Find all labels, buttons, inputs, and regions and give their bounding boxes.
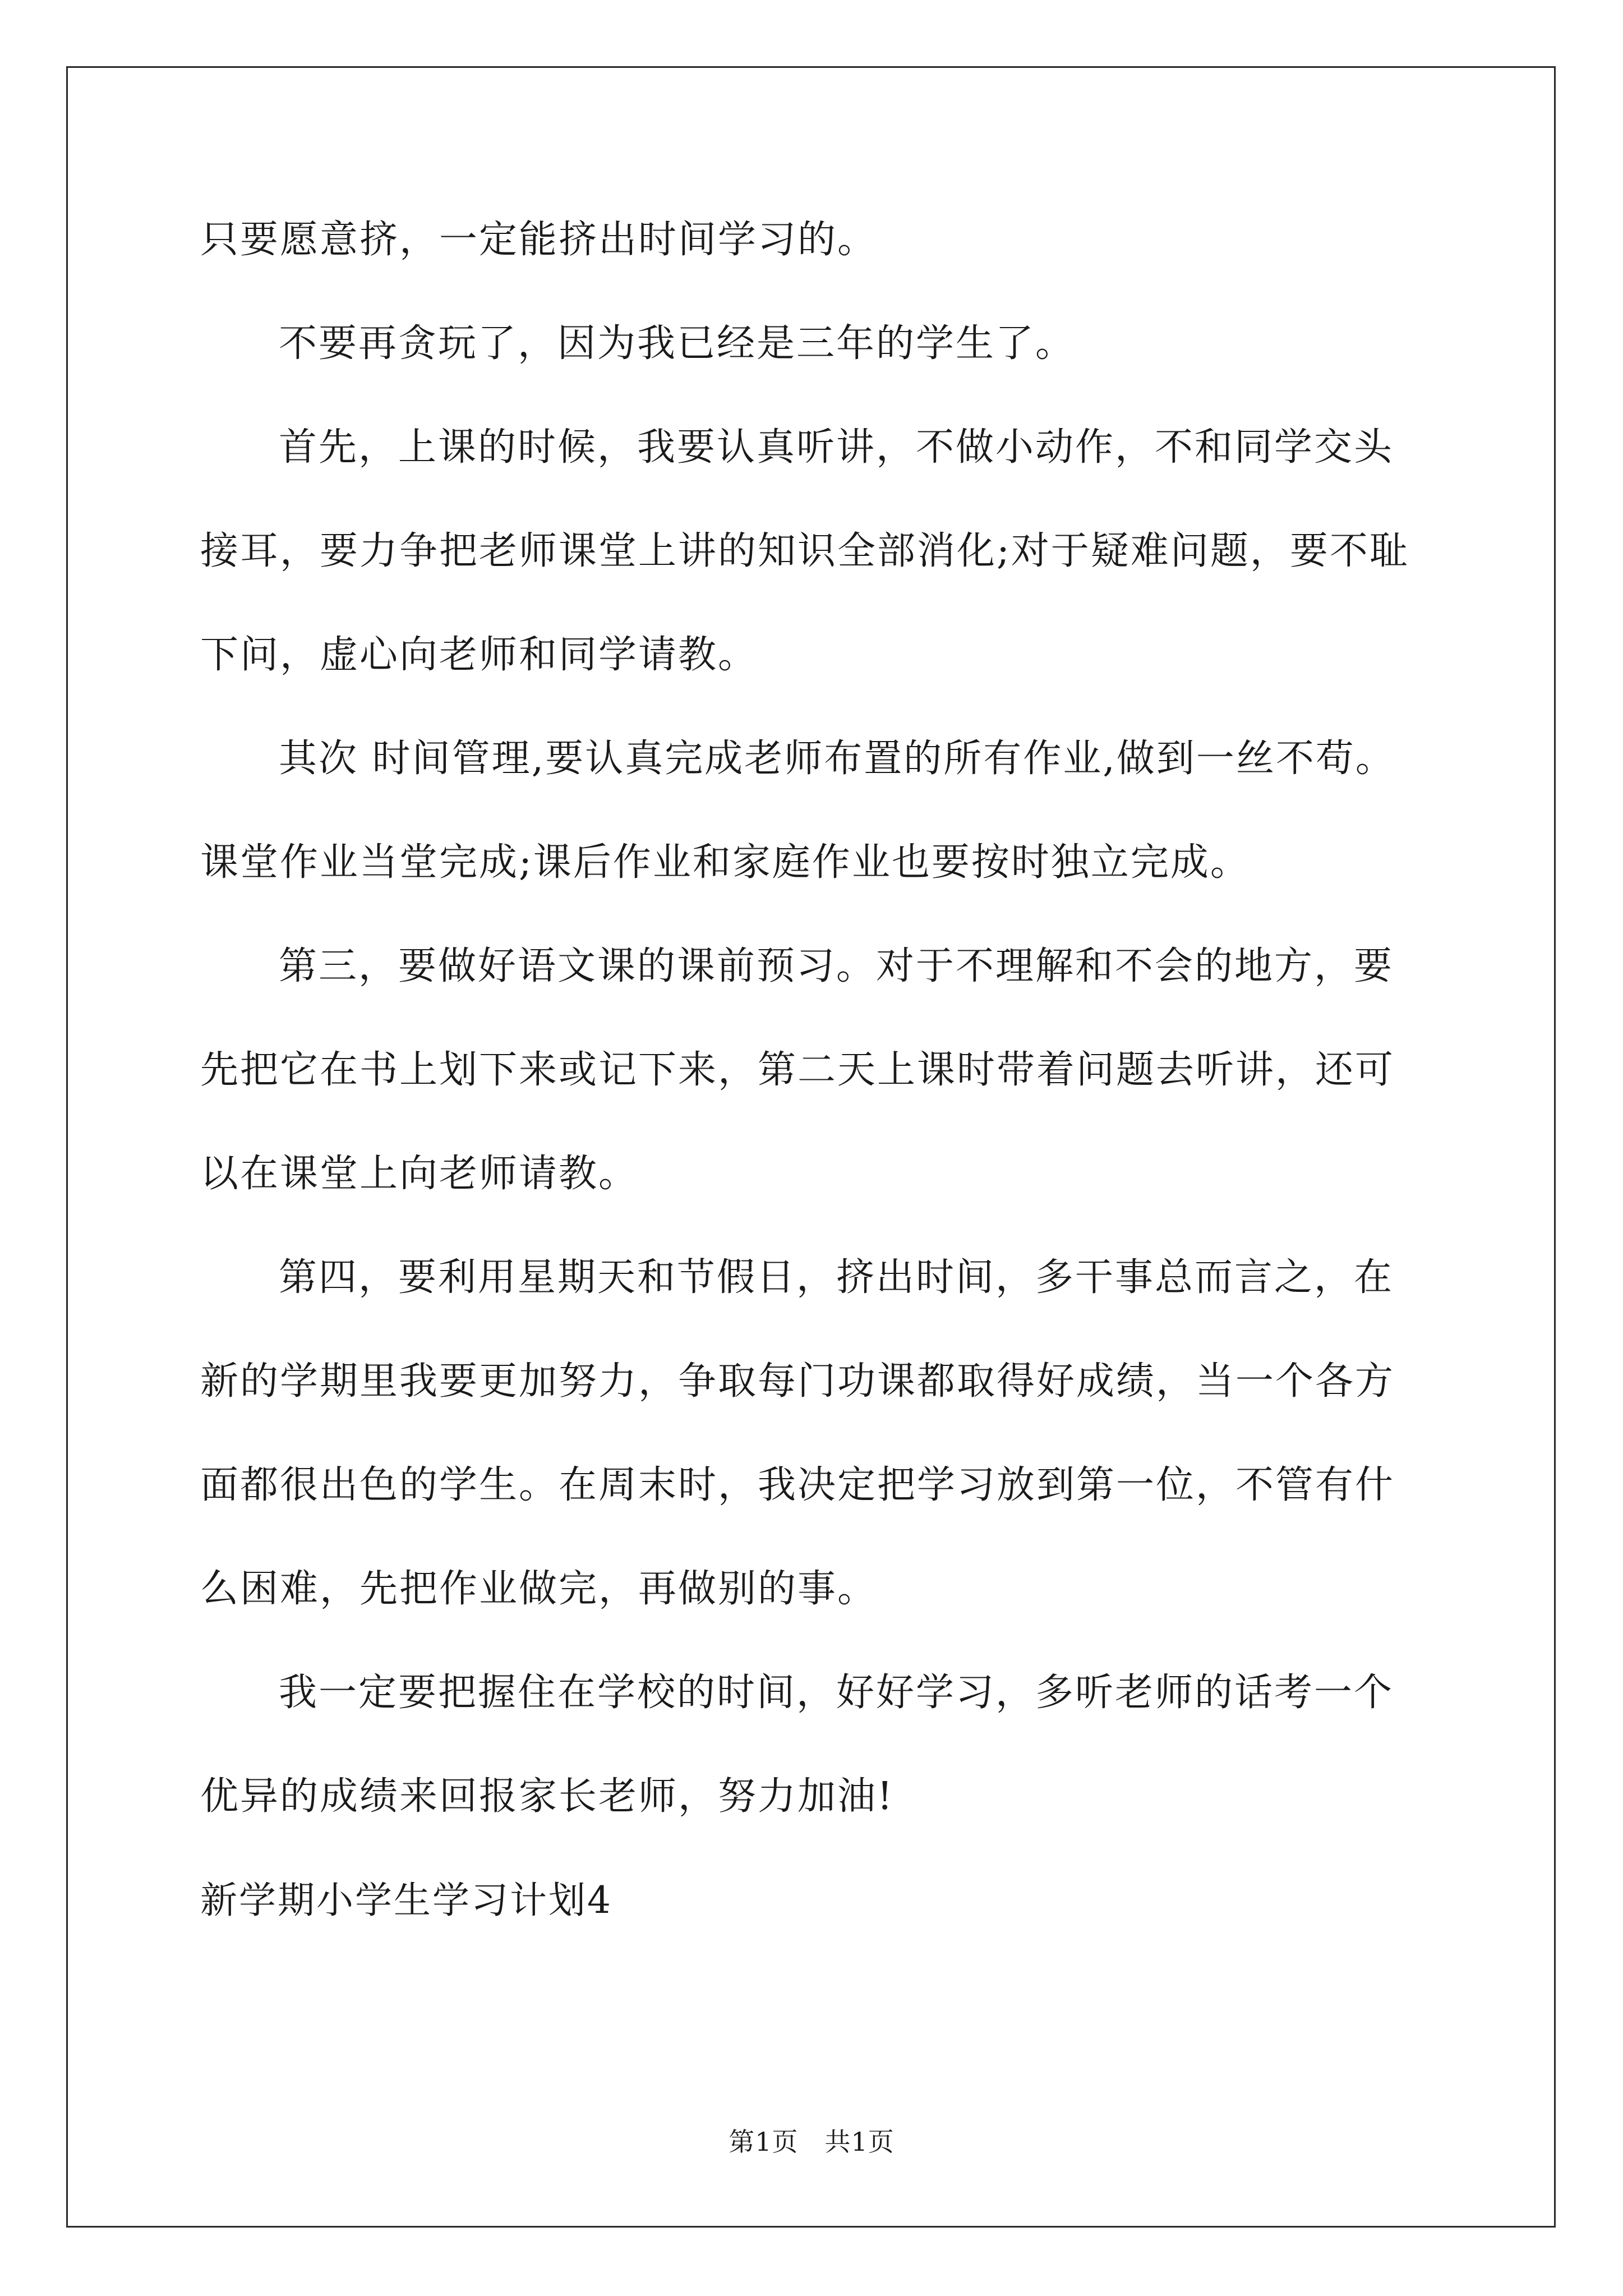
text-line: 么困难，先把作业做完，再做别的事。 xyxy=(200,1567,878,1611)
text-line: 以在课堂上向老师请教。 xyxy=(200,1152,639,1196)
paragraph-line: 不要再贪玩了，因为我已经是三年的学生了。 xyxy=(279,321,1076,366)
page-footer: 第1页 共1页 xyxy=(728,2127,895,2157)
text-line: 下问，虚心向老师和同学请教。 xyxy=(200,633,758,677)
text-line: 先把它在书上划下来或记下来，第二天上课时带着问题去听讲，还可 xyxy=(200,1048,1395,1092)
text-line: 优异的成绩来回报家长老师，努力加油! xyxy=(200,1774,895,1819)
paragraph-line: 我一定要把握住在学校的时间，好好学习，多听老师的话考一个 xyxy=(279,1671,1394,1715)
paragraph-line: 其次 时间管理,要认真完成老师布置的所有作业,做到一丝不苟。 xyxy=(279,737,1395,781)
text-line: 只要愿意挤，一定能挤出时间学习的。 xyxy=(200,218,878,262)
text-line: 接耳，要力争把老师课堂上讲的知识全部消化;对于疑难问题，要不耻 xyxy=(200,529,1409,573)
text-line: 课堂作业当堂完成;课后作业和家庭作业也要按时独立完成。 xyxy=(200,840,1250,885)
text-line: 新的学期里我要更加努力，争取每门功课都取得好成绩，当一个各方 xyxy=(200,1359,1395,1404)
text-line: 面都很出色的学生。在周末时，我决定把学习放到第一位，不管有什 xyxy=(200,1463,1395,1507)
paragraph-line: 第四，要利用星期天和节假日，挤出时间，多干事总而言之，在 xyxy=(279,1255,1394,1300)
paragraph-line: 第三，要做好语文课的课前预习。对于不理解和不会的地方，要 xyxy=(279,944,1394,988)
paragraph-line: 首先，上课的时候，我要认真听讲，不做小动作，不和同学交头 xyxy=(279,425,1394,470)
section-heading: 新学期小学生学习计划4 xyxy=(200,1879,612,1922)
